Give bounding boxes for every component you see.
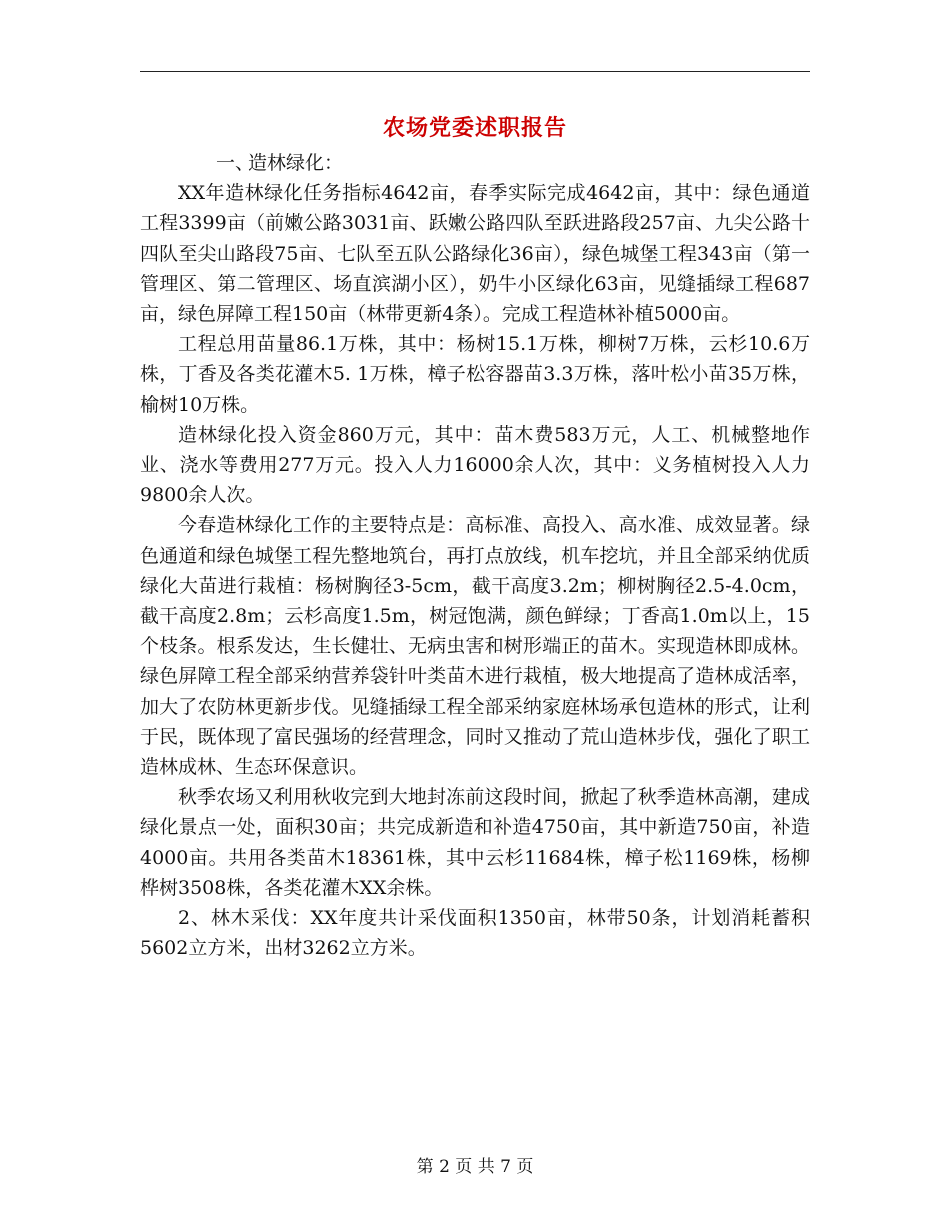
paragraph-1: XX年造林绿化任务指标4642亩，春季实际完成4642亩，其中：绿色通道工程3399亩（前嫩公路3031亩、跃嫩公路四队至跃进路段257亩、九尖公路十四队至尖山路段75亩、七队至五队公路绿化36亩），绿色城堡工程343亩（第一管理区、第二管理区、场直滨湖小区），奶牛小区绿化63亩，见缝插绿工程687亩，绿色屏障工程150亩（林带更新4条）。完成工程造林补植5000亩。	[140, 182, 810, 326]
header-rule	[140, 71, 810, 72]
paragraph-3: 造林绿化投入资金860万元，其中：苗木费583万元，人工、机械整地作业、浇水等费用277万元。投入人力16000余人次，其中：义务植树投入人力9800余人次。	[140, 423, 810, 507]
section-title: 造林绿化：	[248, 152, 344, 174]
section-heading	[140, 148, 810, 178]
paragraph-6: 2、林木采伐：XX年度共计采伐面积1350亩，林带50条，计划消耗蓄积5602立方米，出材3262立方米。	[140, 907, 810, 960]
section-number: 一、	[216, 152, 255, 174]
document-body	[140, 148, 810, 963]
page-footer: 第 2 页 共 7 页	[416, 1157, 534, 1177]
document-title: 农场党委述职报告	[382, 115, 567, 141]
paragraph-4: 今春造林绿化工作的主要特点是：高标准、高投入、高水准、成效显著。绿色通道和绿色城堡工程先整地筑台，再打点放线，机车挖坑，并且全部采纳优质绿化大苗进行栽植：杨树胸径3-5cm，截干高度3.2m；柳树胸径2.5-4.0cm，截干高度2.8m；云杉高度1.5m，树冠饱满，颜色鲜绿；丁香高1.0m以上，15个枝条。根系发达，生长健壮、无病虫害和树形端正的苗木。实现造林即成林。绿色屏障工程全部采纳营养袋针叶类苗木进行栽植，极大地提高了造林成活率，加大了农防林更新步伐。见缝插绿工程全部采纳家庭林场承包造林的形式，让利于民，既体现了富民强场的经营理念，同时又推动了荒山造林步伐，强化了职工造林成林、生态环保意识。	[140, 514, 810, 779]
paragraph-2: 工程总用苗量86.1万株，其中：杨树15.1万株，柳树7万株，云杉10.6万株，丁香及各类花灌木5. 1万株，樟子松容器苗3.3万株，落叶松小苗35万株，榆树10万株。	[140, 333, 810, 416]
paragraph-5: 秋季农场又利用秋收完到大地封冻前这段时间，掀起了秋季造林高潮，建成绿化景点一处，面积30亩；共完成新造和补造4750亩，其中新造750亩，补造4000亩。共用各类苗木18361株，其中云杉11684株，樟子松1169株，杨柳桦树3508株，各类花灌木XX余株。	[140, 786, 810, 899]
